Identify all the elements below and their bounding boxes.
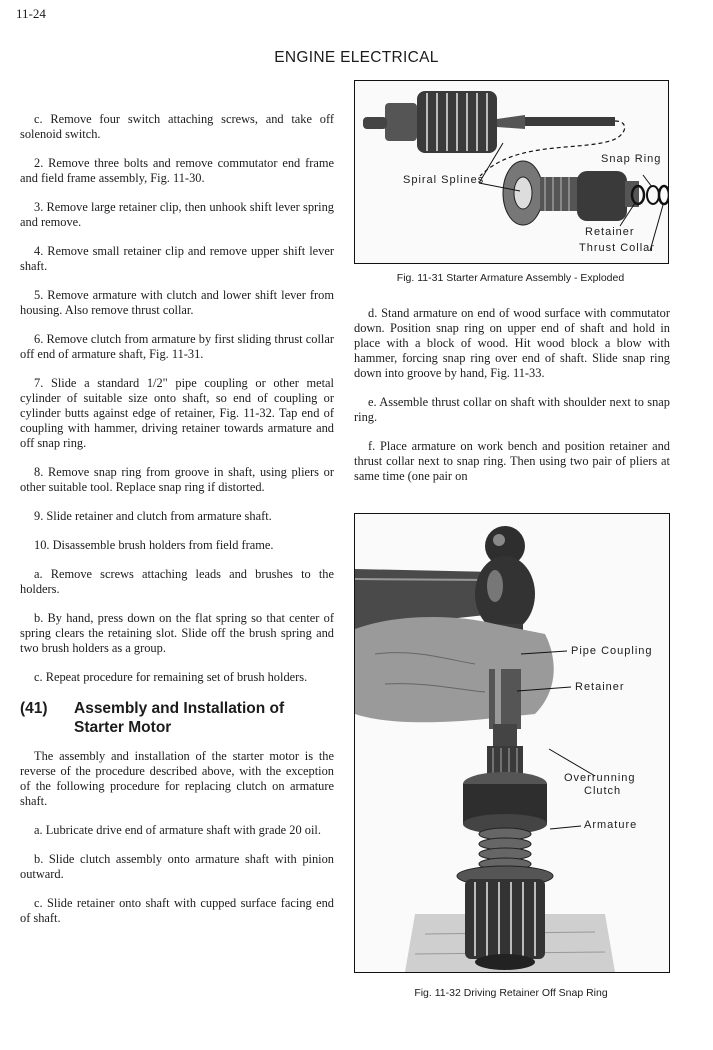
paragraph: b. By hand, press down on the flat spring so that center of spring clears the retaining slot. Slide off the brush spring and two brush holders as a group. bbox=[20, 611, 334, 655]
section-title-line2: Starter Motor bbox=[74, 719, 172, 736]
page-number: 11-24 bbox=[16, 6, 46, 21]
paragraph: The assembly and installation of the starter motor is the reverse of the procedure described above, with the exception of the following procedure for replacing clutch on armature shaft. bbox=[20, 749, 334, 808]
paragraph: 8. Remove snap ring from groove in shaft, using pliers or other suitable tool. Replace snap ring if distorted. bbox=[20, 465, 334, 494]
paragraph: c. Slide retainer onto shaft with cupped surface facing end of shaft. bbox=[20, 896, 334, 925]
label-retainer: Retainer bbox=[585, 226, 635, 238]
label-spiral-splines: Spiral Splines bbox=[403, 174, 485, 186]
right-column bbox=[354, 306, 670, 484]
label-armature: Armature bbox=[584, 819, 638, 831]
label-snap-ring: Snap Ring bbox=[601, 153, 662, 165]
paragraph: d. Stand armature on end of wood surface with commutator down. Position snap ring on upper end of shaft and hold in place with a block of wood. Hit wood block a blow with hammer, forcing snap ring over end of shaft. Slide snap ring down into groove by hand, Fig. 11-33. bbox=[354, 306, 670, 380]
paragraph: b. Slide clutch assembly onto armature shaft with pinion outward. bbox=[20, 852, 334, 881]
paragraph: 9. Slide retainer and clutch from armature shaft. bbox=[34, 509, 272, 523]
paragraph: e. Assemble thrust collar on shaft with shoulder next to snap ring. bbox=[354, 395, 670, 424]
section-heading bbox=[20, 699, 334, 737]
paragraph: c. Repeat procedure for remaining set of brush holders. bbox=[34, 670, 308, 684]
figure-11-31-image bbox=[354, 80, 669, 264]
section-number: (41) bbox=[20, 700, 48, 717]
paragraph: 5. Remove armature with clutch and lower shift lever from housing. Also remove thrust collar. bbox=[20, 288, 334, 317]
label-overrunning: Overrunning bbox=[564, 772, 636, 784]
paragraph: 3. Remove large retainer clip, then unhook shift lever spring and remove. bbox=[20, 200, 334, 229]
paragraph: 10. Disassemble brush holders from field frame. bbox=[34, 538, 274, 552]
figure-11-32-caption: Fig. 11-32 Driving Retainer Off Snap Ring bbox=[414, 987, 608, 999]
label-clutch: Clutch bbox=[584, 785, 622, 797]
hammer-armature-illustration bbox=[355, 514, 669, 972]
paragraph: c. Remove four switch attaching screws, and take off solenoid switch. bbox=[20, 112, 334, 141]
paragraph: f. Place armature on work bench and position retainer and thrust collar next to snap ring. Then using two pair of pliers at same time (one pair on bbox=[354, 439, 670, 483]
label-pipe-coupling: Pipe Coupling bbox=[571, 645, 653, 657]
paragraph: a. Lubricate drive end of armature shaft with grade 20 oil. bbox=[34, 823, 321, 837]
left-column bbox=[20, 112, 334, 940]
paragraph: 2. Remove three bolts and remove commutator end frame and field frame assembly, Fig. 11-30. bbox=[20, 156, 334, 185]
running-head: ENGINE ELECTRICAL bbox=[274, 49, 439, 66]
paragraph: 7. Slide a standard 1/2" pipe coupling or other metal cylinder of suitable size onto shaft, so end of coupling or cylinder butts against edge of retainer, Fig. 11-32. Tap end of coupling with hammer, driving retainer towards armature and off snap ring. bbox=[20, 376, 334, 450]
figure-11-31-caption: Fig. 11-31 Starter Armature Assembly - Exploded bbox=[396, 272, 625, 284]
label-thrust-collar: Thrust Collar bbox=[579, 242, 655, 254]
section-title-line1: Assembly and Installation of bbox=[74, 700, 285, 717]
figure-11-32-image bbox=[354, 513, 670, 973]
label-retainer: Retainer bbox=[575, 681, 625, 693]
paragraph: 4. Remove small retainer clip and remove upper shift lever shaft. bbox=[20, 244, 334, 273]
paragraph: a. Remove screws attaching leads and brushes to the holders. bbox=[20, 567, 334, 596]
paragraph: 6. Remove clutch from armature by first sliding thrust collar off end of armature shaft, Fig. 11-31. bbox=[20, 332, 334, 361]
